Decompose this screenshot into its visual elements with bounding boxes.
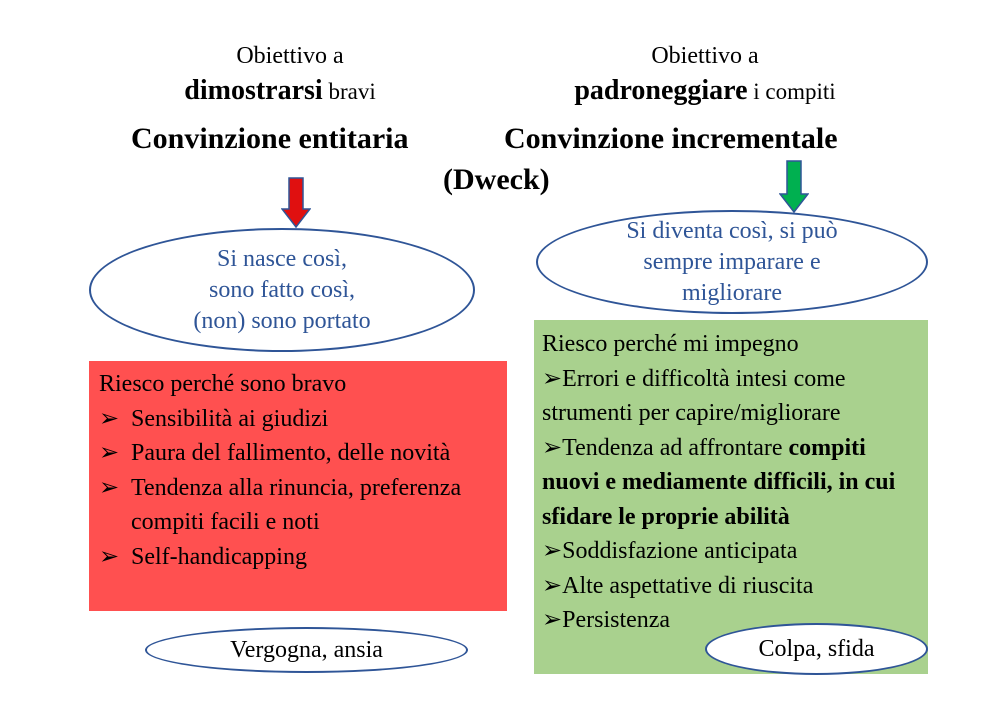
left-down-arrow — [281, 177, 311, 229]
right-goal — [520, 74, 890, 109]
left-item-text: Sensibilità ai giudizi — [131, 405, 329, 432]
right-item-text: Errori e difficoltà intesi come strumenti per capire/migliorare — [542, 365, 846, 426]
list-item — [99, 402, 499, 437]
list-item — [542, 362, 922, 431]
bullet-arrow-icon: ➢ — [542, 538, 563, 564]
bullet-arrow-icon: ➢ — [542, 434, 563, 461]
right-traits-box — [534, 320, 928, 674]
right-arrow-shape — [780, 161, 808, 212]
bullet-arrow-icon: ➢ — [99, 543, 120, 570]
right-emotion-text: Colpa, sfida — [758, 635, 875, 662]
bullet-arrow-icon: ➢ — [542, 365, 563, 392]
left-goal — [130, 74, 430, 109]
right-down-arrow — [779, 160, 809, 214]
right-item-bold-text: compiti nuovi e mediamente difficili, in cui sfidare le proprie abilità — [542, 434, 896, 530]
left-traits-box — [89, 361, 507, 611]
list-item — [542, 431, 922, 535]
list-item — [542, 534, 922, 569]
left-goal-tail: bravi — [322, 79, 376, 104]
right-goal-line1: Obiettivo a — [651, 43, 759, 69]
right-item-text: Alte aspettative di riuscita — [562, 572, 814, 599]
left-item-text: Paura del fallimento, delle novità — [131, 440, 451, 466]
right-item-text: Soddisfazione anticipata — [562, 538, 798, 564]
left-item-text: Self-handicapping — [131, 543, 307, 570]
left-arrow-shape — [282, 178, 310, 227]
left-goal-strong: dimostrarsi — [184, 75, 323, 106]
list-item — [99, 540, 499, 575]
left-goal-line1: Obiettivo a — [236, 43, 344, 69]
right-item-text: Tendenza ad affrontare — [562, 434, 789, 461]
left-box-title: Riesco perché sono bravo — [99, 371, 347, 397]
bullet-arrow-icon: ➢ — [99, 405, 120, 432]
right-item-text: Persistenza — [562, 607, 671, 633]
bullet-arrow-icon: ➢ — [99, 474, 120, 501]
bullet-arrow-icon: ➢ — [542, 607, 563, 633]
left-emotion-ellipse — [145, 627, 468, 673]
left-item-text: Tendenza alla rinuncia, preferenza compiti facili e noti — [131, 474, 462, 535]
right-box-title: Riesco perché mi impegno — [542, 331, 799, 357]
bullet-arrow-icon: ➢ — [542, 572, 563, 599]
right-goal-tail: i compiti — [747, 79, 836, 104]
right-ellipse-line: Si diventa così, si può — [626, 217, 838, 244]
left-ellipse-line: Si nasce così, — [217, 245, 347, 272]
right-emotion-ellipse — [705, 623, 928, 675]
right-ellipse-line: sempre imparare e — [643, 248, 821, 275]
left-belief: Convinzione entitaria — [131, 122, 409, 155]
list-item — [99, 471, 499, 540]
author-label: (Dweck) — [443, 163, 550, 196]
left-ellipse-line: sono fatto così, — [209, 276, 355, 303]
right-goal-strong: padroneggiare — [574, 75, 748, 106]
left-ellipse-line: (non) sono portato — [193, 307, 371, 334]
left-emotion-text: Vergogna, ansia — [230, 636, 383, 663]
left-belief-ellipse — [89, 228, 475, 352]
bullet-arrow-icon: ➢ — [99, 440, 120, 466]
right-ellipse-line: migliorare — [682, 279, 782, 306]
list-item — [99, 436, 499, 471]
right-belief-ellipse — [536, 210, 928, 314]
right-belief: Convinzione incrementale — [504, 122, 838, 155]
list-item — [542, 569, 922, 604]
